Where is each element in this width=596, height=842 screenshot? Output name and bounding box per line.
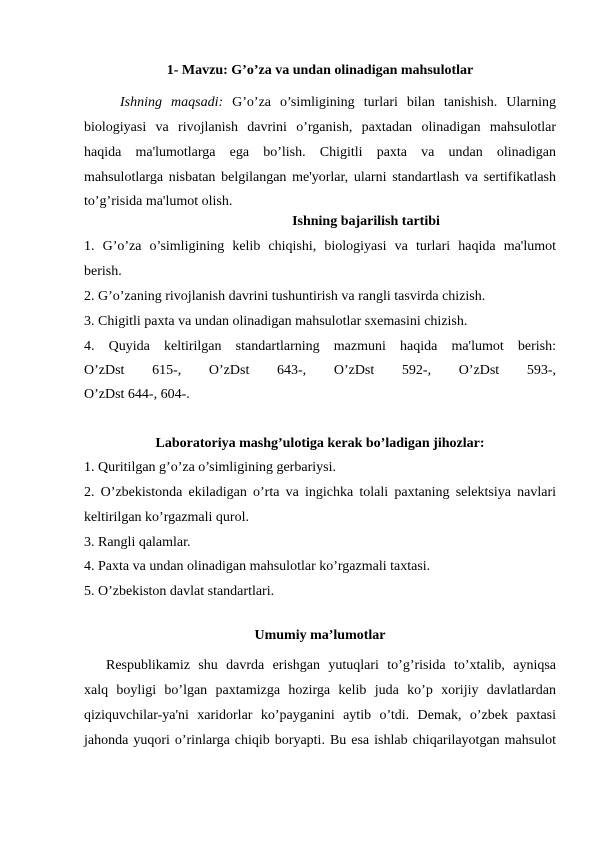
procedure-line-6: O’zDst 615-, O’zDst 643-, O’zDst 592-, O’zDst 593-, bbox=[84, 363, 556, 378]
procedure-line-3: 2. G’o’zaning rivojlanish davrini tushuntirish va rangli tasvirda chizish. bbox=[84, 289, 486, 304]
equipment-title: Laboratoriya mashg’ulotiga kerak bo’ladigan jihozlar: bbox=[155, 436, 485, 451]
procedure-line-7: O’zDst 644-, 604-. bbox=[84, 387, 190, 402]
goal-line-3: haqida ma'lumotlarga ega bo’lish. Chigitli paxta va undan olinadigan bbox=[84, 145, 556, 160]
goal-text-1: G’o’za o’simligining turlari bilan tanishish. Ularning bbox=[223, 95, 556, 110]
procedure-line-2: berish. bbox=[84, 264, 122, 279]
equipment-line-4: 3. Rangli qalamlar. bbox=[84, 535, 191, 550]
procedure-title: Ishning bajarilish tartibi bbox=[292, 214, 440, 229]
general-line-4: jahonda yuqori o’rinlarga chiqib boryapti. Bu esa ishlab chiqarilayotgan mahsulot bbox=[84, 733, 556, 748]
general-line-3: qiziquvchilar-ya'ni xaridorlar ko’payganini aytib o’tdi. Demak, o’zbek paxtasi bbox=[84, 708, 556, 723]
general-line-2: xalq boyligi bo’lgan paxtamizga hozirga kelib juda ko’p xorijiy davlatlardan bbox=[84, 683, 556, 698]
goal-line-2: biologiyasi va rivojlanish davrini o’rganish, paxtadan olinadigan mahsulotlar bbox=[84, 120, 556, 135]
procedure-line-5: 4. Quyida keltirilgan standartlarning mazmuni haqida ma'lumot berish: bbox=[84, 339, 556, 354]
general-line-1: Respublikamiz shu davrda erishgan yutuqlari to’g’risida to’xtalib, ayniqsa bbox=[106, 658, 556, 673]
goal-line-5: to’g’risida ma'lumot olish. bbox=[84, 194, 233, 209]
page-title: 1- Mavzu: G’o’za va undan olinadigan mahsulotlar bbox=[166, 63, 474, 78]
procedure-line-1: 1. G’o’za o’simligining kelib chiqishi, biologiyasi va turlari haqida ma'lumot bbox=[84, 239, 556, 254]
equipment-line-1: 1. Quritilgan g’o’za o’simligining gerbariysi. bbox=[84, 460, 336, 475]
goal-line-1 bbox=[120, 95, 556, 111]
equipment-line-2: 2. O’zbekistonda ekiladigan o’rta va ingichka tolali paxtaning selektsiya navlari bbox=[84, 485, 556, 500]
equipment-line-6: 5. O’zbekiston davlat standartlari. bbox=[84, 584, 275, 599]
equipment-line-5: 4. Paxta va undan olinadigan mahsulotlar ko’rgazmali taxtasi. bbox=[84, 559, 431, 574]
equipment-line-3: keltirilgan ko’rgazmali qurol. bbox=[84, 510, 249, 525]
general-title: Umumiy ma’lumotlar bbox=[254, 628, 386, 643]
procedure-line-4: 3. Chigitli paxta va undan olinadigan mahsulotlar sxemasini chizish. bbox=[84, 314, 468, 329]
goal-label: Ishning maqsadi: bbox=[120, 95, 224, 110]
goal-line-4: mahsulotlarga nisbatan belgilangan me'yorlar, ularni standartlash va sertifikatlash bbox=[84, 170, 556, 185]
